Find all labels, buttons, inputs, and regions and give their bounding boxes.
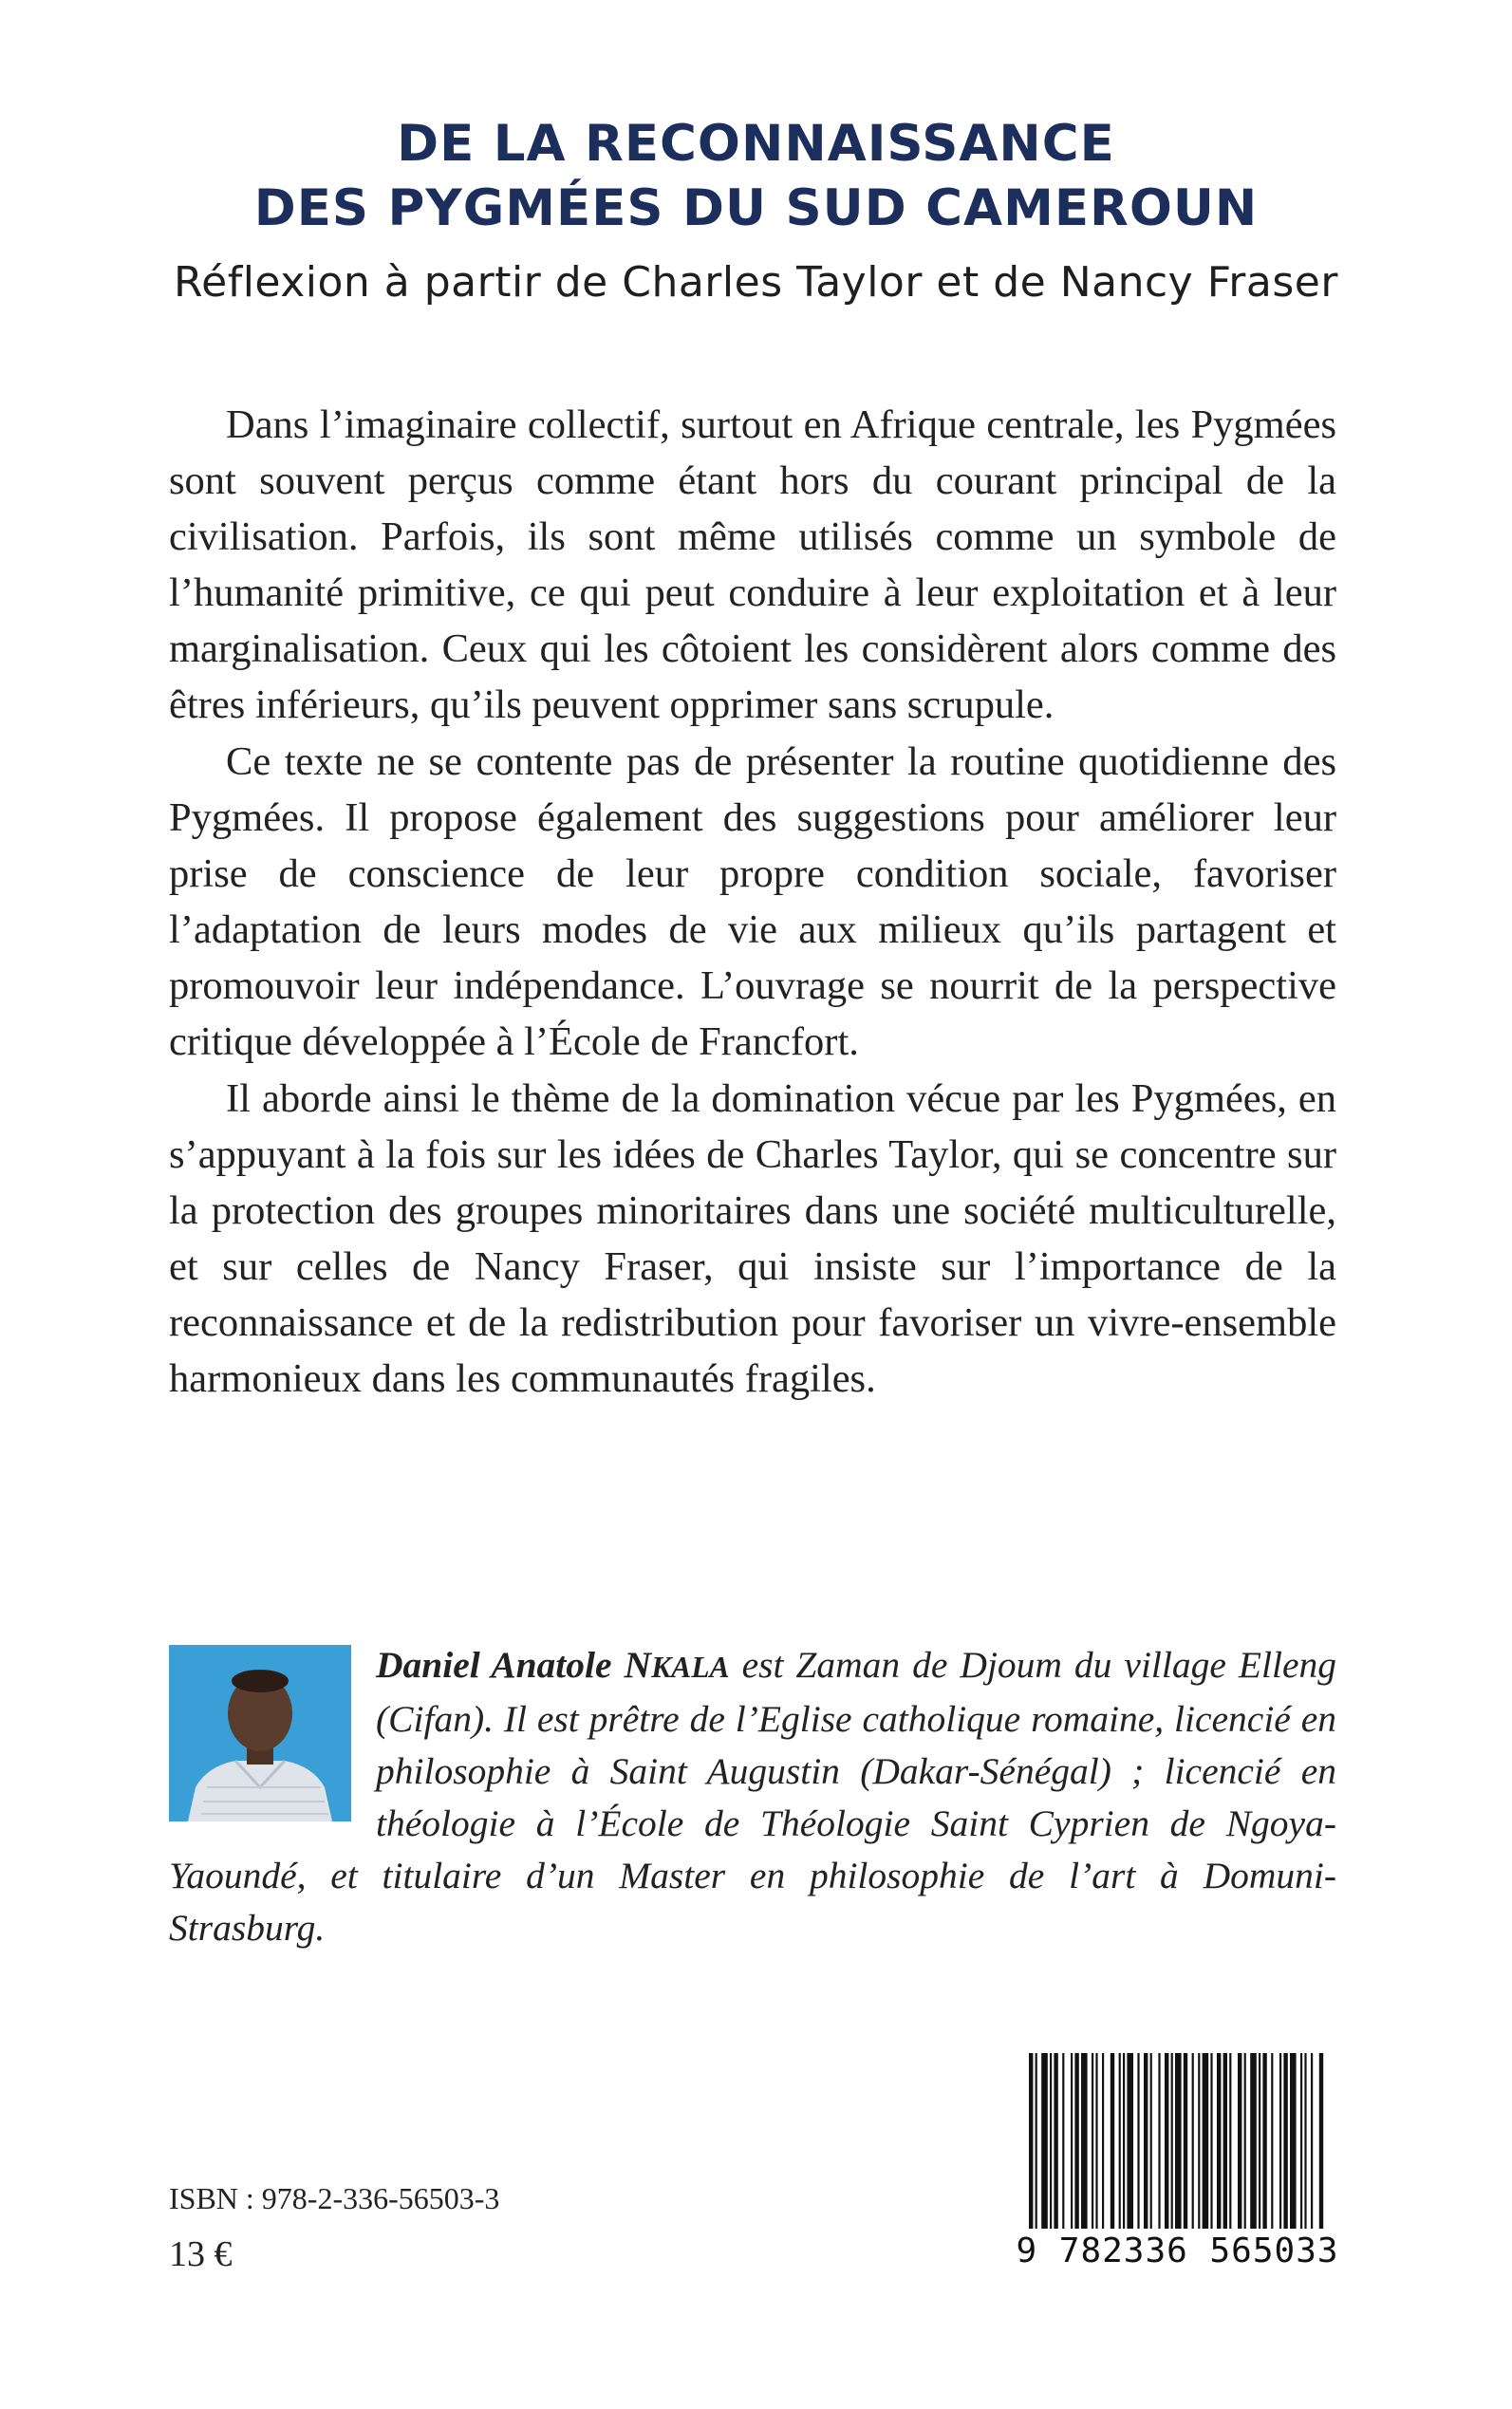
book-title-line-1: DE LA RECONNAISSANCE xyxy=(397,115,1115,173)
author-first-names: Daniel Anatole xyxy=(376,1644,625,1686)
author-portrait-image xyxy=(169,1645,351,1821)
summary-paragraph-3: Il aborde ainsi le thème de la domination vécue par les Pygmées, en s’appuyant à la fois sur les idées de Charles Taylor, qui se concentre sur la protection des groupes minoritaires dans une société multiculturelle, et sur celles de Nancy Fraser, qui insiste sur l’importance de la reconnaissance et de la redistribution pour favoriser un vivre-ensemble harmonieux dans les communautés fragiles. xyxy=(169,1076,1336,1401)
author-name xyxy=(376,1644,730,1686)
author-surname-rest: KALA xyxy=(651,1651,730,1684)
price: 13 € xyxy=(169,2234,233,2274)
book-subtitle: Réflexion à partir de Charles Taylor et de Nancy Fraser xyxy=(174,258,1338,307)
isbn-barcode xyxy=(1014,2044,1341,2290)
author-bio xyxy=(169,1639,1336,1954)
summary-paragraph-1: Dans l’imaginaire collectif, surtout en Afrique centrale, les Pygmées sont souvent perçus comme étant hors du courant principal de la civilisation. Parfois, ils sont même utilisés comme un symbole de l’humanité primitive, ce qui peut conduire à leur exploitation et à leur marginalisation. Ceux qui les côtoient les considèrent alors comme des êtres inférieurs, qu’ils peuvent opprimer sans scrupule. xyxy=(169,402,1336,727)
book-title xyxy=(0,112,1512,241)
summary-paragraph-2: Ce texte ne se contente pas de présenter la routine quotidienne des Pygmées. Il propose également des suggestions pour améliorer leur prise de conscience de leur propre condition sociale, favoriser l’adaptation de leurs modes de vie aux milieux qu’ils partagent et promouvoir leur indépendance. L’ouvrage se nourrit de la perspective critique développée à l’École de Francfort. xyxy=(169,739,1336,1064)
barcode-bars xyxy=(1023,2053,1332,2229)
author-bio-text: est Zaman de Djoum du village Elleng (Cifan). Il est prêtre de l’Eglise catholique romaine, licencié en philosophie à Saint Augustin (Dakar-Sénégal) ; licencié en théologie à l’École de Théologie Saint Cyprien de Ngoya-Yaoundé, et titulaire d’un Master en philosophie de l’art à Domuni-Strasburg. xyxy=(169,1644,1336,1949)
author-photo xyxy=(169,1645,351,1821)
barcode-digits: 9 782336 565033 xyxy=(1016,2232,1339,2270)
author-surname-initial: N xyxy=(624,1644,652,1686)
isbn: ISBN : 978-2-336-56503-3 xyxy=(169,2181,500,2215)
back-cover-summary xyxy=(169,397,1336,1408)
book-title-line-2: DES PYGMÉES DU SUD CAMEROUN xyxy=(253,179,1259,237)
